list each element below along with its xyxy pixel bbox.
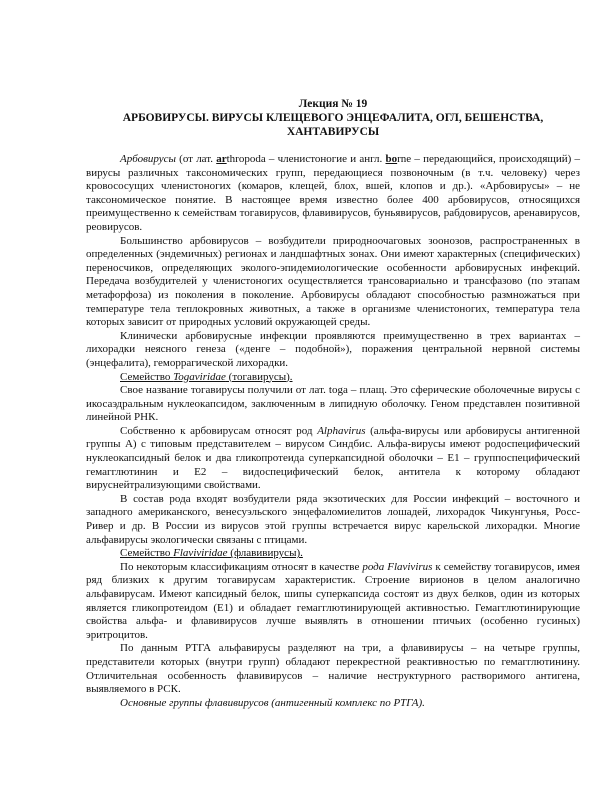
- paragraph-clinical: Клинически арбовирусные инфекции проявляются преимущественно в трех вариантах – лихорадки неясного генеза («денге – подобной»), поражения центральной нервной системы (энцефалита), геморрагической лихорадки.: [86, 329, 580, 369]
- paragraph-alphavirus: Собственно к арбовирусам относят род Alphavirus (альфа-вирусы или арбовирусы антигенной группы А) с типовым представителем – вирусом Синдбис. Альфа-вирусы имеют родоспецифический нуклеокапсидный белок и два гликопротеида суперкапсидной оболочки – Е1 – группоспецифический гемагглютинин и Е2 – видоспецифический белок, антитела к которому обладают вируснейтрализующими свойствами.: [86, 424, 580, 492]
- paragraph-zoonoses: Большинство арбовирусов – возбудители природноочаговых зоонозов, распространенных в определенных (эндемичных) регионах и ландшафтных зонах. Они имеют характерных (специфических) переносчиков, определяющих эколого-эпидемиологические особенности арбовирусных инфекций. Передача возбудителей у членистоногих осуществляется трансовариально и трансфазово (по этапам метафорфоза) из поколения в поколение. Арбовирусы обладают способностью размножаться при температуре тела теплокровных животных, а также в организме членистоногих, температура тела которых зависит от природных условий окружающей среды.: [86, 234, 580, 329]
- lecture-number: Лекция № 19: [298, 98, 368, 110]
- paragraph-rtga-groups: По данным РТГА альфавирусы разделяют на три, а флавивирусы – на четыре группы, представители которых (внутри групп) обладают перекрестной реактивностью по гемагглютинину. Отличительная особенность флавивирусов – наличие неструктурного растворимого антигена, выявляемого в РСК.: [86, 642, 580, 696]
- paragraph-main-groups: Основные группы флавивирусов (антигенный комплекс по РТГА).: [120, 696, 425, 709]
- paragraph-exotic-infections: В состав рода входят возбудители ряда экзотических для России инфекций – восточного и западного американского, венесуэльского энцефаломиелитов лошадей, лихорадок Чикунгунья, Росс-Ривер и др. В России из вирусов этой группы встречается вирус карельской лихорадки. Многие альфавирусы экологически связаны с птицами.: [86, 492, 580, 546]
- paragraph-flavivirus-classification: По некоторым классификациям относят в качестве рода Flavivirus к семейству тогавирусов, имея ряд близких к другим тогавирусам характеристик. Строение вирионов в целом аналогично альфавирусам. Имеют капсидный белок, шипы суперкапсида состоят из двух белков, один из которых является гликопротеидом (Е1) и обладает гемагглютинирующей активностью. Гемагглютинирующие свойства альфа- и флавивирусов лучше выявлять в отношении птичьих (особенно гусиных) эритроцитов.: [86, 560, 580, 641]
- paragraph-toga-name: Свое название тогавирусы получили от лат. toga – плащ. Это сферические оболочечные вирусы с икосаэдральным нуклеокапсидом, заключенным в липидную оболочку. Геном представлен позитивной линейной РНК.: [86, 384, 580, 424]
- paragraph-arboviruses: Арбовирусы (от лат. arthropoda – членистоногие и англ. borne – передающийся, происходящий) – вирусы различных таксономических групп, передающиеся позвоночным (в т.ч. человеку) через кровососущих членистоногих (комаров, клещей, блох, вшей, клопов и др.). «Арбовирусы» – не таксономическое понятие. В настоящее время известно более 400 арбовирусов, относящихся преимущественно к семействам тогавирусов, флавивирусов, буньявирусов, рабдовирусов, аренавирусов, реовирусов.: [86, 153, 580, 233]
- term-arboviruses: Арбовирусы: [120, 153, 176, 165]
- document-page: [86, 97, 580, 710]
- page-title: АРБОВИРУСЫ. ВИРУСЫ КЛЕЩЕВОГО ЭНЦЕФАЛИТА, ОГЛ, БЕШЕНСТВА, ХАНТАВИРУСЫ: [122, 112, 544, 138]
- section-heading-flaviviridae: Семейство Flaviviridae (флавивирусы).: [120, 547, 303, 560]
- section-heading-togaviridae: Семейство Togaviridae (тогавирусы).: [120, 370, 293, 383]
